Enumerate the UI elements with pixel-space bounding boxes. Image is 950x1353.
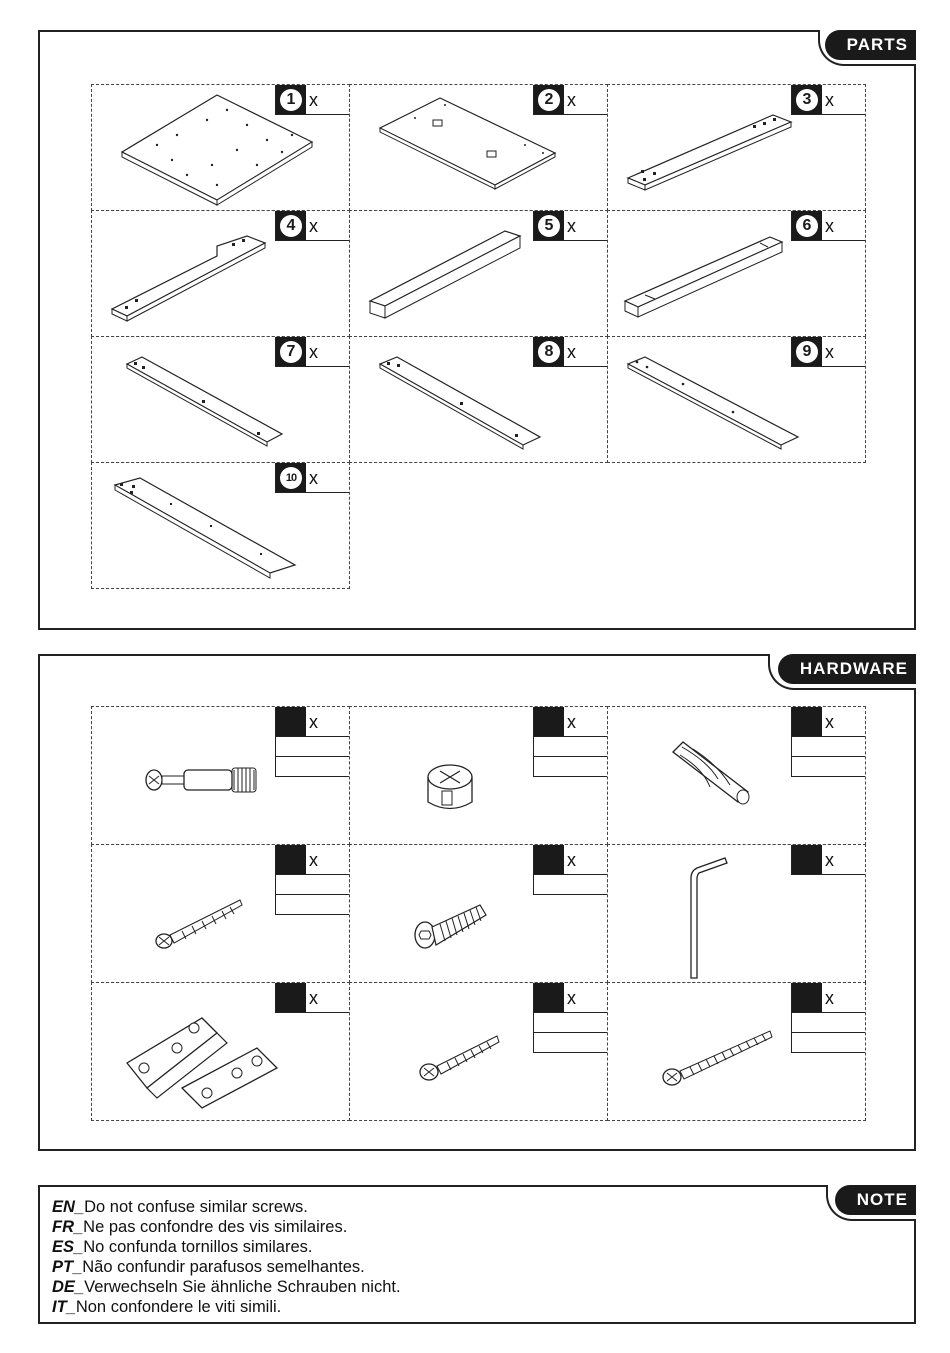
note-line-es xyxy=(52,1237,401,1257)
lang-code: EN_ xyxy=(52,1198,85,1216)
hardware-cell-5 xyxy=(349,844,608,983)
part-cell-4 xyxy=(91,210,350,337)
quantity-mark: x xyxy=(306,337,349,366)
lang-code: DE_ xyxy=(52,1278,85,1296)
rail-beam-icon xyxy=(365,226,525,326)
slat-board-icon xyxy=(375,352,545,452)
part-cell-6 xyxy=(607,210,866,337)
wood-screw-icon xyxy=(152,895,247,955)
quantity-mark: x xyxy=(564,85,607,114)
quantity-mark: x xyxy=(822,211,865,240)
part-cell-8 xyxy=(349,336,608,463)
rail-beam-icon xyxy=(620,229,785,324)
quantity-mark: x xyxy=(822,337,865,366)
long-screw-icon xyxy=(658,1023,778,1093)
hardware-panel xyxy=(38,654,916,1151)
note-line-en xyxy=(52,1197,401,1217)
hardware-cell-6 xyxy=(607,844,866,983)
hardware-cell-7 xyxy=(91,982,350,1121)
note-panel xyxy=(38,1185,916,1324)
part-number: 3 xyxy=(796,89,818,111)
quantity-mark: x xyxy=(822,85,865,114)
wooden-dowel-icon xyxy=(668,737,758,812)
part-cell-2 xyxy=(349,84,608,211)
part-number: 7 xyxy=(280,341,302,363)
hardware-cell-3 xyxy=(607,706,866,845)
part-number: 4 xyxy=(280,215,302,237)
quantity-mark: x xyxy=(567,988,576,1008)
note-line-pt xyxy=(52,1257,401,1277)
lang-code: FR_ xyxy=(52,1218,84,1236)
quantity-mark: x xyxy=(567,850,576,870)
part-quantity-box xyxy=(275,211,349,241)
slat-board-icon xyxy=(122,352,287,452)
part-number: 8 xyxy=(538,341,560,363)
quantity-mark: x xyxy=(309,988,318,1008)
part-cell-5 xyxy=(349,210,608,337)
hardware-quantity-box xyxy=(791,983,865,1053)
part-cell-1 xyxy=(91,84,350,211)
hardware-cell-2 xyxy=(349,706,608,845)
part-cell-7 xyxy=(91,336,350,463)
quantity-mark: x xyxy=(306,463,349,492)
part-quantity-box xyxy=(533,211,607,241)
hex-bolt-icon xyxy=(410,895,490,955)
hardware-cell-9 xyxy=(607,982,866,1121)
part-number: 5 xyxy=(538,215,560,237)
note-line-it xyxy=(52,1297,401,1317)
part-number: 10 xyxy=(280,467,302,489)
hardware-quantity-box xyxy=(533,845,607,895)
hinge-icon xyxy=(122,1013,282,1113)
parts-title: PARTS xyxy=(825,30,916,60)
lang-code: ES_ xyxy=(52,1238,84,1256)
part-number: 9 xyxy=(796,341,818,363)
shelf-board-icon xyxy=(623,100,798,195)
hardware-quantity-box xyxy=(791,845,865,875)
lang-code: PT_ xyxy=(52,1258,83,1276)
lang-code: IT_ xyxy=(52,1298,76,1316)
hardware-quantity-box xyxy=(275,845,349,915)
note-text: Non confondere le viti simili. xyxy=(75,1298,282,1316)
hardware-quantity-box xyxy=(791,707,865,777)
quantity-mark: x xyxy=(564,211,607,240)
note-text: Não confundir parafusos semelhantes. xyxy=(82,1258,365,1276)
note-text: Ne pas confondre des vis similaires. xyxy=(83,1218,348,1236)
note-text: No confunda tornillos similares. xyxy=(83,1238,313,1256)
quantity-mark: x xyxy=(825,712,834,732)
part-number: 6 xyxy=(796,215,818,237)
part-quantity-box xyxy=(791,211,865,241)
cam-lock-icon xyxy=(420,757,480,817)
panel-board-icon xyxy=(375,93,560,203)
quantity-mark: x xyxy=(825,850,834,870)
hardware-quantity-box xyxy=(275,983,349,1013)
note-text: Do not confuse similar screws. xyxy=(84,1198,308,1216)
cam-bolt-icon xyxy=(142,762,267,802)
quantity-mark: x xyxy=(309,850,318,870)
slat-board-icon xyxy=(110,473,300,583)
hardware-quantity-box xyxy=(275,707,349,777)
hardware-cell-4 xyxy=(91,844,350,983)
quantity-mark: x xyxy=(306,85,349,114)
quantity-mark: x xyxy=(567,712,576,732)
note-lines xyxy=(52,1197,401,1317)
parts-panel xyxy=(38,30,916,630)
part-cell-9 xyxy=(607,336,866,463)
allen-key-icon xyxy=(683,853,733,981)
note-line-de xyxy=(52,1277,401,1297)
hardware-title: HARDWARE xyxy=(778,654,916,684)
part-quantity-box xyxy=(791,85,865,115)
hardware-cell-1 xyxy=(91,706,350,845)
quantity-mark: x xyxy=(564,337,607,366)
note-line-fr xyxy=(52,1217,401,1237)
part-number: 2 xyxy=(538,89,560,111)
hardware-quantity-box xyxy=(533,983,607,1053)
shelf-board-icon xyxy=(107,231,272,326)
part-number: 1 xyxy=(280,89,302,111)
note-text: Verwechseln Sie ähnliche Schrauben nicht. xyxy=(84,1278,401,1296)
part-cell-10 xyxy=(91,462,350,589)
short-screw-icon xyxy=(415,1028,505,1088)
part-cell-3 xyxy=(607,84,866,211)
quantity-mark: x xyxy=(825,988,834,1008)
panel-board-icon xyxy=(117,90,317,208)
hardware-cell-8 xyxy=(349,982,608,1121)
note-title: NOTE xyxy=(835,1185,916,1215)
quantity-mark: x xyxy=(306,211,349,240)
quantity-mark: x xyxy=(309,712,318,732)
hardware-quantity-box xyxy=(533,707,607,777)
slat-board-icon xyxy=(623,352,803,452)
